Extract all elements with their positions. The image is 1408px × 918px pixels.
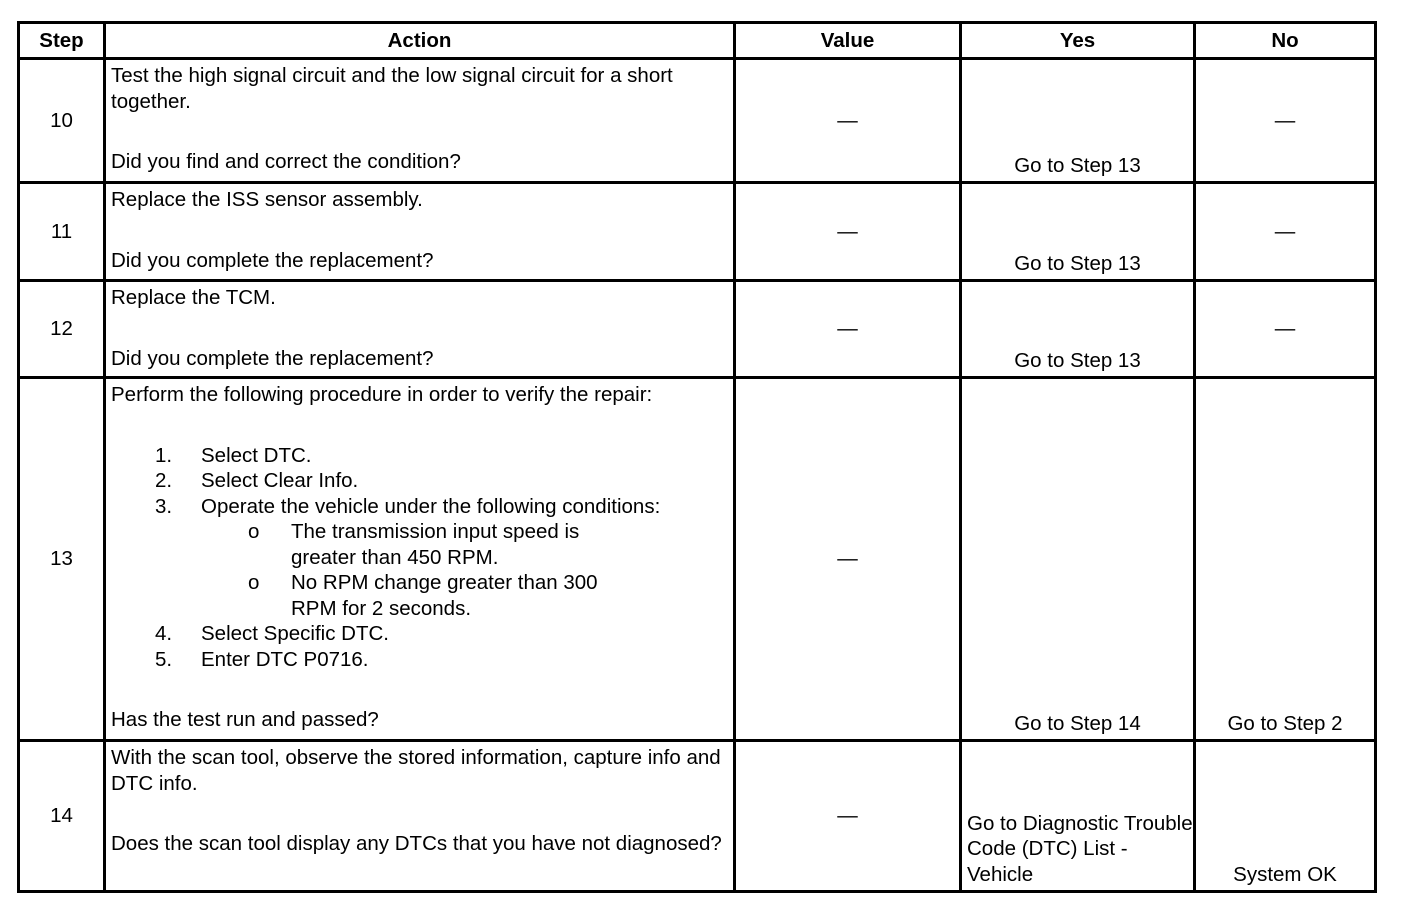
value-cell: — bbox=[735, 183, 961, 281]
header-yes: Yes bbox=[961, 23, 1195, 59]
action-question: Does the scan tool display any DTCs that you have not diagnosed? bbox=[111, 832, 722, 855]
header-action: Action bbox=[105, 23, 735, 59]
table-row bbox=[19, 59, 1376, 183]
action-cell bbox=[105, 281, 735, 378]
no-link[interactable]: Go to Step 2 bbox=[1195, 378, 1376, 741]
action-text: With the scan tool, observe the stored information, capture info and DTC info. bbox=[111, 746, 721, 795]
action-cell bbox=[105, 59, 735, 183]
list-item: 2. Select Clear Info. bbox=[155, 469, 359, 492]
action-text: Test the high signal circuit and the low signal circuit for a short together. bbox=[111, 64, 673, 113]
no-result: System OK bbox=[1195, 741, 1376, 892]
no-cell: — bbox=[1195, 59, 1376, 183]
list-item: 1. Select DTC. bbox=[155, 443, 312, 467]
list-item: 3. Operate the vehicle under the following conditions: o The transmission input speed is greater than 450 RPM. o No RPM change greater than 300 RPM for 2 seconds. bbox=[111, 494, 729, 622]
condition-list bbox=[201, 519, 729, 621]
action-question: Has the test run and passed? bbox=[111, 708, 379, 731]
step-number: 13 bbox=[19, 378, 105, 741]
table-row bbox=[19, 183, 1376, 281]
value-cell: — bbox=[735, 741, 961, 892]
value-cell: — bbox=[735, 281, 961, 378]
no-cell: — bbox=[1195, 183, 1376, 281]
yes-link[interactable]: Go to Step 13 bbox=[961, 183, 1195, 281]
value-cell: — bbox=[735, 59, 961, 183]
header-value: Value bbox=[735, 23, 961, 59]
action-cell bbox=[105, 378, 735, 741]
bullet-icon: o bbox=[248, 571, 260, 594]
action-cell bbox=[105, 183, 735, 281]
yes-link[interactable]: Go to Step 13 bbox=[961, 281, 1195, 378]
action-cell bbox=[105, 741, 735, 892]
action-question: Did you complete the replacement? bbox=[111, 346, 434, 370]
header-step: Step bbox=[19, 23, 105, 59]
step-number: 12 bbox=[19, 281, 105, 378]
action-question: Did you find and correct the condition? bbox=[111, 150, 461, 173]
step-number: 11 bbox=[19, 183, 105, 281]
yes-link[interactable]: Go to Step 14 bbox=[961, 378, 1195, 741]
yes-link[interactable]: Go to Diagnostic Trouble Code (DTC) List - Vehicle bbox=[961, 741, 1195, 892]
value-cell: — bbox=[735, 378, 961, 741]
action-text: Perform the following procedure in order to verify the repair: bbox=[111, 383, 653, 406]
table-row bbox=[19, 741, 1376, 892]
list-item: 4. Select Specific DTC. bbox=[155, 622, 389, 645]
table-row bbox=[19, 281, 1376, 378]
action-text: Replace the ISS sensor assembly. bbox=[111, 188, 423, 211]
no-cell: — bbox=[1195, 281, 1376, 378]
action-text: Replace the TCM. bbox=[111, 286, 276, 309]
step-number: 14 bbox=[19, 741, 105, 892]
yes-link[interactable]: Go to Step 13 bbox=[961, 59, 1195, 183]
sub-list-item: o The transmission input speed is greater than 450 RPM. bbox=[248, 520, 580, 569]
action-question: Did you complete the replacement? bbox=[111, 248, 434, 272]
list-item: 5. Enter DTC P0716. bbox=[155, 647, 369, 671]
table-row bbox=[19, 378, 1376, 741]
header-row bbox=[19, 23, 1376, 59]
bullet-icon: o bbox=[248, 520, 260, 543]
step-number: 10 bbox=[19, 59, 105, 183]
sub-list-item: o No RPM change greater than 300 RPM for 2 seconds. bbox=[248, 571, 598, 620]
procedure-list bbox=[111, 443, 729, 673]
diagnostic-table bbox=[17, 21, 1377, 893]
header-no: No bbox=[1195, 23, 1376, 59]
